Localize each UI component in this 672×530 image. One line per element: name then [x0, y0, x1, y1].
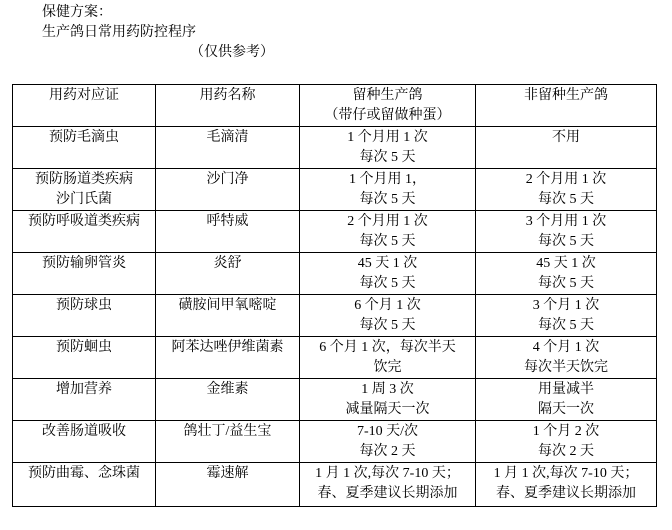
- table-row: [13, 295, 657, 337]
- table-header-cell: [13, 85, 156, 127]
- table-cell-line: 不用: [552, 130, 580, 145]
- table-cell-line: 2 个月用 1 次: [347, 214, 428, 229]
- table-row: [13, 211, 657, 253]
- table-cell-line: 沙门氏菌: [56, 192, 112, 207]
- table-cell-line: 每次 2 天: [538, 444, 594, 459]
- table-cell-line: 3 个月 1 次: [532, 298, 600, 313]
- table-cell: [13, 295, 156, 337]
- table-row: [13, 463, 657, 507]
- table-cell-line: 隔天一次: [538, 402, 594, 417]
- table-cell-line: 每次 5 天: [538, 318, 594, 333]
- table-cell-line: 呼特威: [206, 214, 249, 229]
- heading-program-title: 生产鸽日常用药防控程序: [42, 25, 196, 40]
- table-cell-line: 每次 5 天: [538, 276, 594, 291]
- table-cell: [13, 169, 156, 211]
- table-cell-line: 每次 5 天: [359, 234, 416, 249]
- table-cell: [476, 421, 657, 463]
- table-cell-line: 减量隔天一次: [345, 402, 430, 417]
- table-cell-line: 毛滴清: [206, 130, 249, 145]
- table-cell-line: 预防球虫: [56, 298, 112, 313]
- table-cell: [13, 379, 156, 421]
- table-cell: [476, 211, 657, 253]
- table-cell: [300, 169, 476, 211]
- table-cell: [300, 127, 476, 169]
- table-cell: [476, 295, 657, 337]
- table-cell-line: 预防肠道类疾病: [35, 172, 133, 187]
- table-cell: [13, 253, 156, 295]
- table-body: [13, 127, 657, 507]
- table-cell: [476, 127, 657, 169]
- table-cell-line: 炎舒: [213, 256, 242, 271]
- table-row: [13, 169, 657, 211]
- table-cell: [476, 337, 657, 379]
- table-cell: [13, 337, 156, 379]
- table-cell: [156, 169, 300, 211]
- medication-schedule-table: [12, 84, 657, 507]
- table-row: [13, 337, 657, 379]
- document-heading: [0, 3, 672, 63]
- header-cell-line: （带仔或留做种蛋）: [324, 108, 451, 123]
- table-header-row: [13, 85, 657, 127]
- table-cell-line: 磺胺间甲氧嘧啶: [178, 298, 277, 313]
- table-cell: [476, 169, 657, 211]
- table-header-cell: [300, 85, 476, 127]
- table-cell-line: 每次 5 天: [359, 150, 416, 165]
- table-row: [13, 421, 657, 463]
- table-row: [13, 379, 657, 421]
- table-cell-line: 1 个月用 1，: [349, 172, 426, 187]
- table-cell-line: 沙门净: [206, 172, 249, 187]
- table-cell-line: 预防蛔虫: [56, 340, 112, 355]
- table-cell: [156, 337, 300, 379]
- table-cell: [156, 127, 300, 169]
- table-cell: [156, 463, 300, 507]
- table-cell: [156, 295, 300, 337]
- header-cell-line: 用药名称: [199, 88, 256, 103]
- heading-reference-note: （仅供参考）: [190, 45, 274, 60]
- table-cell: [13, 127, 156, 169]
- table-cell-line: 春、夏季建议长期添加: [317, 486, 458, 501]
- table-cell-line: 饮完: [373, 360, 402, 375]
- table-row: [13, 253, 657, 295]
- table-cell-line: 2 个月用 1 次: [525, 172, 607, 187]
- table-cell-line: 45 天 1 次: [357, 256, 418, 271]
- table-cell: [13, 211, 156, 253]
- table-cell-line: 用量减半: [538, 382, 594, 397]
- table-cell-line: 增加营养: [56, 382, 112, 397]
- table-cell: [13, 421, 156, 463]
- table-cell-line: 每次 5 天: [538, 234, 594, 249]
- table-cell-line: 6 个月 1 次，每次半天: [319, 340, 456, 355]
- table-cell: [476, 379, 657, 421]
- table-cell-line: 6 个月 1 次: [354, 298, 421, 313]
- header-cell-line: 非留种生产鸽: [524, 88, 608, 103]
- table-cell: [476, 463, 657, 507]
- table-cell-line: 1 个月用 1 次: [347, 130, 428, 145]
- table-cell-line: 春、夏季建议长期添加: [496, 486, 636, 501]
- table-cell-line: 金维素: [206, 382, 249, 397]
- table-cell-line: 改善肠道吸收: [42, 424, 126, 439]
- table-cell-line: 3 个月用 1 次: [525, 214, 607, 229]
- heading-plan-title: 保健方案：: [42, 5, 112, 20]
- table-cell-line: 1 月 1 次,每次 7-10 天；: [315, 466, 460, 481]
- table-cell: [300, 253, 476, 295]
- table-cell-line: 1 月 1 次,每次 7-10 天；: [493, 466, 639, 481]
- table-cell-line: 1 周 3 次: [361, 382, 414, 397]
- table-cell-line: 每次 5 天: [359, 318, 416, 333]
- header-cell-line: 用药对应证: [49, 88, 119, 103]
- table-cell-line: 每次 2 天: [359, 444, 416, 459]
- table-cell-line: 每次 5 天: [538, 192, 594, 207]
- table-cell: [300, 421, 476, 463]
- table-cell-line: 鸽壮丁/益生宝: [183, 424, 272, 439]
- table-row: [13, 127, 657, 169]
- table-cell: [156, 211, 300, 253]
- table-cell-line: 预防呼吸道类疾病: [28, 214, 140, 229]
- table-cell: [156, 379, 300, 421]
- table-cell: [300, 211, 476, 253]
- table-cell: [300, 379, 476, 421]
- table-cell-line: 7-10 天/次: [356, 424, 419, 439]
- table-cell-line: 4 个月 1 次: [532, 340, 600, 355]
- table-cell-line: 预防输卵管炎: [42, 256, 126, 271]
- table-header: [13, 85, 657, 127]
- table-cell-line: 阿苯达唑伊维菌素: [171, 340, 284, 355]
- table-cell: [476, 253, 657, 295]
- table-cell: [300, 463, 476, 507]
- table-cell-line: 每次 5 天: [359, 276, 416, 291]
- header-cell-line: 留种生产鸽: [352, 88, 423, 103]
- table-cell: [300, 295, 476, 337]
- table-cell-line: 每次半天饮完: [524, 360, 608, 375]
- table-cell-line: 预防毛滴虫: [49, 130, 119, 145]
- table-cell: [156, 421, 300, 463]
- table-cell: [156, 253, 300, 295]
- table-cell: [13, 463, 156, 507]
- table-cell-line: 霉速解: [206, 466, 249, 481]
- table-cell-line: 1 个月 2 次: [532, 424, 600, 439]
- table-header-cell: [476, 85, 657, 127]
- table-cell-line: 预防曲霉、念珠菌: [28, 466, 140, 481]
- table-cell-line: 每次 5 天: [359, 192, 416, 207]
- table-cell-line: 45 天 1 次: [536, 256, 596, 271]
- table-header-cell: [156, 85, 300, 127]
- table-cell: [300, 337, 476, 379]
